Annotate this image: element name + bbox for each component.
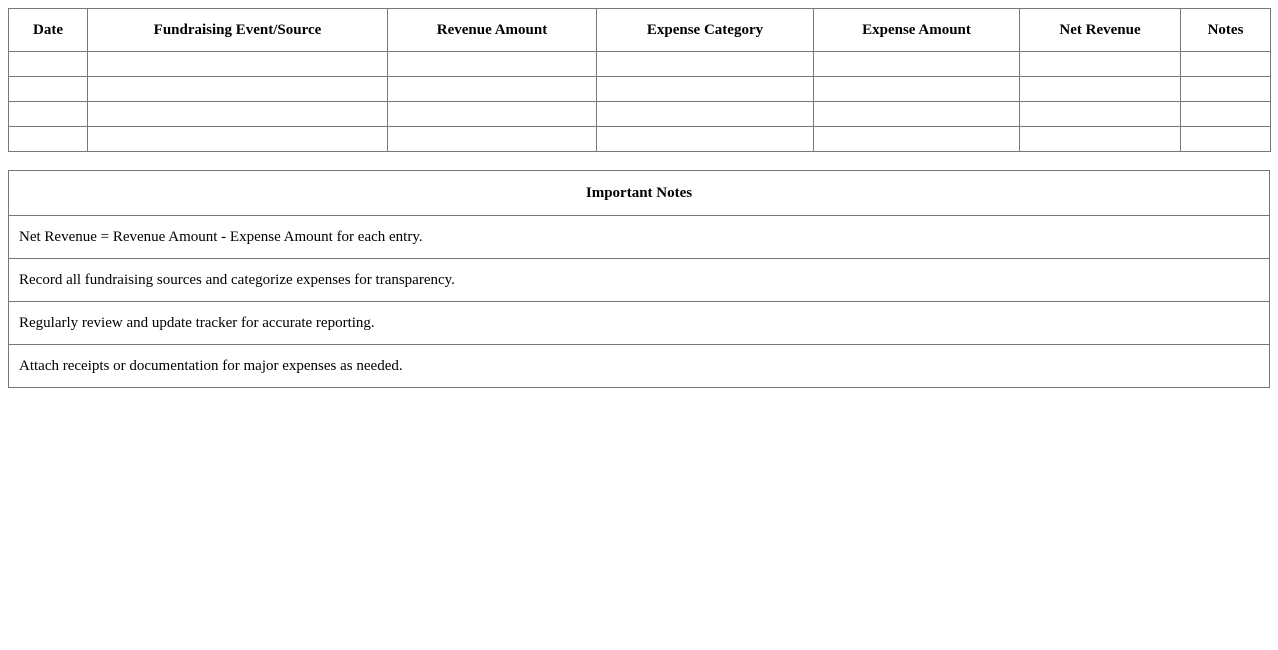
list-item [9,345,1270,388]
notes-header-row [9,171,1270,216]
table-cell[interactable] [1181,102,1271,127]
note-text: Regularly review and update tracker for accurate reporting. [9,302,1270,345]
table-cell[interactable] [597,52,814,77]
table-cell[interactable] [88,77,388,102]
table-cell[interactable] [88,102,388,127]
table-cell[interactable] [1020,77,1181,102]
document-body [8,8,1270,388]
column-header-expense-category: Expense Category [597,9,814,52]
table-row [9,77,1271,102]
column-header-date: Date [9,9,88,52]
column-header-notes: Notes [1181,9,1271,52]
important-notes-table [8,170,1270,388]
table-cell[interactable] [597,102,814,127]
table-cell[interactable] [1020,102,1181,127]
table-cell[interactable] [1020,127,1181,152]
table-row [9,102,1271,127]
table-cell[interactable] [1020,52,1181,77]
table-cell[interactable] [9,127,88,152]
table-cell[interactable] [597,77,814,102]
table-cell[interactable] [814,102,1020,127]
table-cell[interactable] [88,127,388,152]
table-row [9,52,1271,77]
table-cell[interactable] [88,52,388,77]
table-cell[interactable] [1181,77,1271,102]
table-cell[interactable] [388,77,597,102]
note-text: Net Revenue = Revenue Amount - Expense Amount for each entry. [9,216,1270,259]
column-header-revenue-amount: Revenue Amount [388,9,597,52]
list-item [9,259,1270,302]
table-cell[interactable] [9,77,88,102]
table-cell[interactable] [814,127,1020,152]
table-cell[interactable] [597,127,814,152]
column-header-expense-amount: Expense Amount [814,9,1020,52]
list-item [9,302,1270,345]
table-cell[interactable] [1181,52,1271,77]
table-cell[interactable] [814,77,1020,102]
note-text: Attach receipts or documentation for major expenses as needed. [9,345,1270,388]
table-cell[interactable] [388,102,597,127]
table-cell[interactable] [1181,127,1271,152]
table-cell[interactable] [9,102,88,127]
table-cell[interactable] [388,52,597,77]
table-cell[interactable] [814,52,1020,77]
note-text: Record all fundraising sources and categorize expenses for transparency. [9,259,1270,302]
table-row [9,127,1271,152]
notes-title: Important Notes [9,171,1270,216]
table-header-row [9,9,1271,52]
fundraising-tracker-table [8,8,1271,152]
column-header-net-revenue: Net Revenue [1020,9,1181,52]
table-cell[interactable] [9,52,88,77]
table-cell[interactable] [388,127,597,152]
list-item [9,216,1270,259]
column-header-event-source: Fundraising Event/Source [88,9,388,52]
